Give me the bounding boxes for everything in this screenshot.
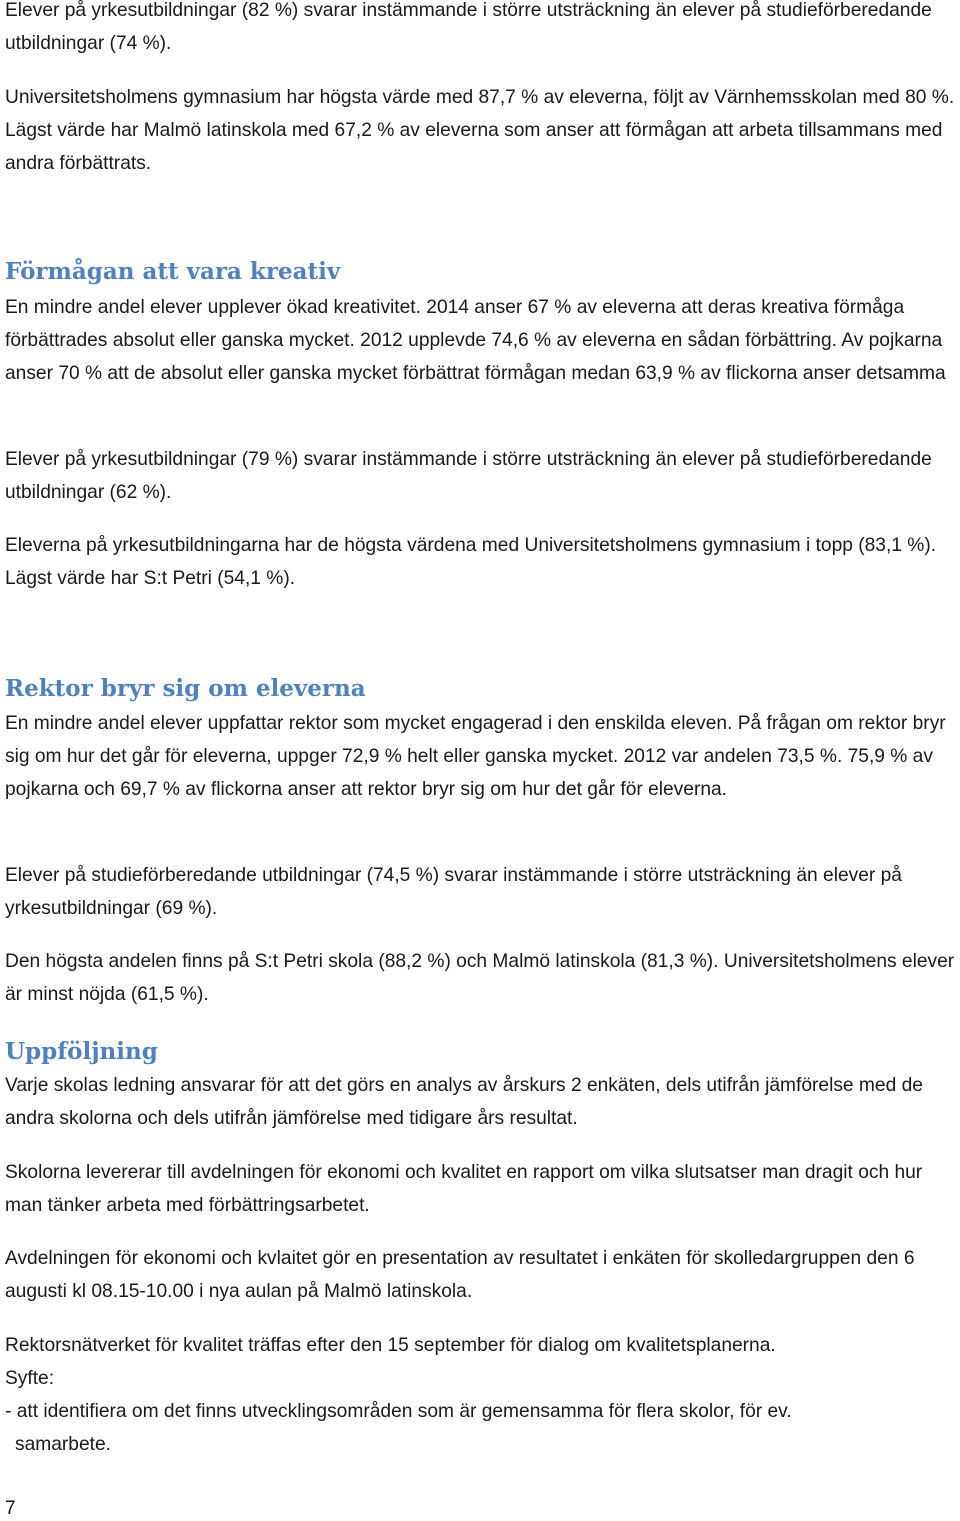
kreativ-paragraph-3: Eleverna på yrkesutbildningarna har de högsta värdena med Universitetsholmens gymnasium i topp (83,1 %). Lägst värde har S:t Petri (54,1 %). — [5, 535, 937, 589]
intro-paragraph-1: Elever på yrkesutbildningar (82 %) svarar instämmande i större utsträckning än elever på studieförberedande utbildningar (74 %). — [5, 0, 932, 54]
heading-rektor: Rektor bryr sig om eleverna — [5, 675, 366, 702]
uppfoljning-syfte-label: Syfte: — [5, 1368, 55, 1389]
heading-kreativ: Förmågan att vara kreativ — [5, 258, 341, 285]
uppfoljning-paragraph-2: Skolorna levererar till avdelningen för ekonomi och kvalitet en rapport om vilka slutsatser man dragit och hur man tänker arbeta med förbättringsarbetet. — [5, 1162, 923, 1216]
intro-paragraph-2: Universitetsholmens gymnasium har högsta värde med 87,7 % av eleverna, följt av Värnhemsskolan med 80 %. Lägst värde har Malmö latinskola med 67,2 % av eleverna som anser att förmågan att arbeta tillsammans med andra förbättrats. — [5, 87, 955, 174]
uppfoljning-paragraph-1: Varje skolas ledning ansvarar för att det görs en analys av årskurs 2 enkäten, dels utifrån jämförelse med de andra skolorna och dels utifrån jämförelse med tidigare års resultat. — [5, 1075, 923, 1129]
heading-uppfoljning: Uppföljning — [5, 1038, 158, 1065]
kreativ-paragraph-2: Elever på yrkesutbildningar (79 %) svarar instämmande i större utsträckning än elever på studieförberedande utbildningar (62 %). — [5, 449, 932, 503]
uppfoljning-paragraph-3: Avdelningen för ekonomi och kvlaitet gör en presentation av resultatet i enkäten för skolledargruppen den 6 augusti kl 08.15-10.00 i nya aulan på Malmö latinskola. — [5, 1248, 915, 1302]
rektor-paragraph-2: Elever på studieförberedande utbildningar (74,5 %) svarar instämmande i större utsträckning än elever på yrkesutbildningar (69 %). — [5, 865, 902, 919]
uppfoljning-paragraph-4: Rektorsnätverket för kvalitet träffas efter den 15 september för dialog om kvalitetsplanerna. — [5, 1335, 776, 1356]
rektor-paragraph-1: En mindre andel elever uppfattar rektor som mycket engagerad i den enskilda eleven. På frågan om rektor bryr sig om hur det går för eleverna, uppger 72,9 % helt eller ganska mycket. 2012 var andelen 73,5 %. 75,9 % av pojkarna och 69,7 % av flickorna anser att rektor bryr sig om hur det går för eleverna. — [5, 713, 946, 800]
kreativ-paragraph-1: En mindre andel elever upplever ökad kreativitet. 2014 anser 67 % av eleverna att deras kreativa förmåga förbättrades absolut eller ganska mycket. 2012 upplevde 74,6 % av eleverna en sådan förbättring. Av pojkarna anser 70 % att de absolut eller ganska mycket förbättrat förmågan medan 63,9 % av flickorna anser detsamma — [5, 297, 946, 384]
rektor-paragraph-3: Den högsta andelen finns på S:t Petri skola (88,2 %) och Malmö latinskola (81,3 %). Universitetsholmens elever är minst nöjda (61,5 %). — [5, 951, 955, 1005]
uppfoljning-list-item-continuation: samarbete. — [15, 1434, 111, 1455]
uppfoljning-list-item: - att identifiera om det finns utvecklingsområden som är gemensamma för flera skolor, för ev. — [5, 1401, 792, 1422]
page-number: 7 — [5, 1498, 16, 1519]
